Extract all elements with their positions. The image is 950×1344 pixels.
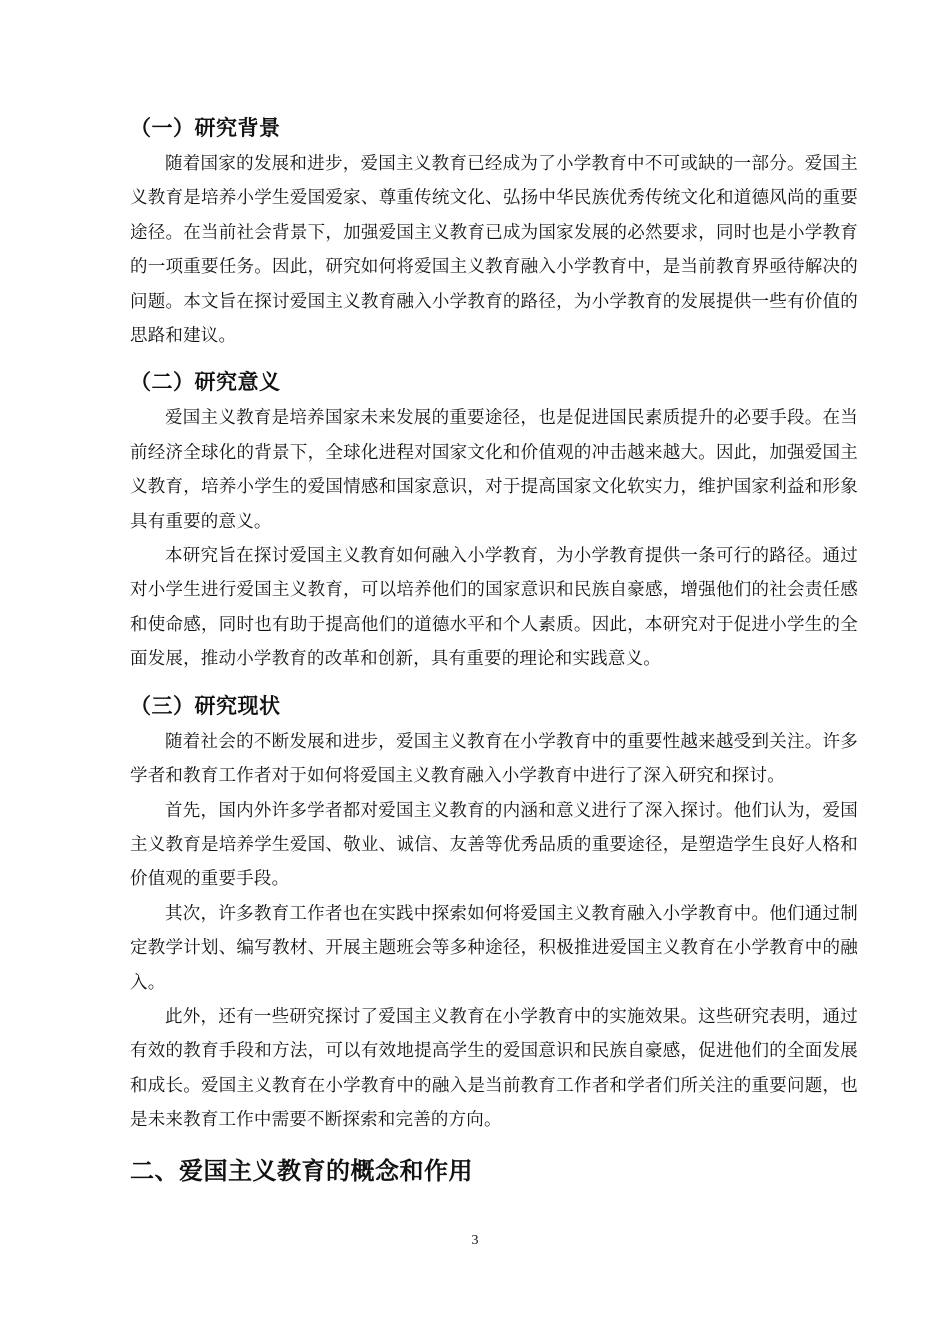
background-paragraph-1: 随着国家的发展和进步，爱国主义教育已经成为了小学教育中不可或缺的一部分。爱国主义教育是培养小学生爱国爱家、尊重传统文化、弘扬中华民族优秀传统文化和道德风尚的重要途径。在当前社会背景下，加强爱国主义教育已成为国家发展的必然要求，同时也是小学教育的一项重要任务。因此，研究如何将爱国主义教育融入小学教育中，是当前教育界亟待解决的问题。本文旨在探讨爱国主义教育融入小学教育的路径，为小学教育的发展提供一些有价值的思路和建议。 (130, 154, 858, 347)
status-paragraph-1: 随着社会的不断发展和进步，爱国主义教育在小学教育中的重要性越来越受到关注。许多学者和教育工作者对于如何将爱国主义教育融入小学教育中进行了深入研究和探讨。 (130, 731, 858, 787)
section-heading-status: （三）研究现状 (130, 693, 281, 718)
page-content (130, 111, 858, 1190)
section-heading-significance: （二）研究意义 (130, 370, 281, 395)
page-number: 3 (471, 1233, 479, 1248)
status-paragraph-3: 其次，许多教育工作者也在实践中探索如何将爱国主义教育融入小学教育中。他们通过制定教学计划、编写教材、开展主题班会等多种途径，积极推进爱国主义教育在小学教育中的融入。 (130, 903, 858, 993)
section-heading-background: （一）研究背景 (130, 116, 281, 140)
chapter-heading: 二、爱国主义教育的概念和作用 (130, 1156, 473, 1185)
status-paragraph-4: 此外，还有一些研究探讨了爱国主义教育在小学教育中的实施效果。这些研究表明，通过有效的教育手段和方法，可以有效地提高学生的爱国意识和民族自豪感，促进他们的全面发展和成长。爱国主义教育在小学教育中的融入是当前教育工作者和学者们所关注的重要问题，也是未来教育工作中需要不断探索和完善的方向。 (130, 1006, 858, 1131)
status-paragraph-2: 首先，国内外许多学者都对爱国主义教育的内涵和意义进行了深入探讨。他们认为，爱国主义教育是培养学生爱国、敬业、诚信、友善等优秀品质的重要途径，是塑造学生良好人格和价值观的重要手段。 (130, 800, 858, 890)
significance-paragraph-2: 本研究旨在探讨爱国主义教育如何融入小学教育，为小学教育提供一条可行的路径。通过对小学生进行爱国主义教育，可以培养他们的国家意识和民族自豪感，增强他们的社会责任感和使命感，同时也有助于提高他们的道德水平和个人素质。因此，本研究对于促进小学生的全面发展，推动小学教育的改革和创新，具有重要的理论和实践意义。 (130, 546, 858, 670)
significance-paragraph-1: 爱国主义教育是培养国家未来发展的重要途径，也是促进国民素质提升的必要手段。在当前经济全球化的背景下，全球化进程对国家文化和价值观的冲击越来越大。因此，加强爱国主义教育，培养小学生的爱国情感和国家意识，对于提高国家文化软实力，维护国家利益和形象具有重要的意义。 (130, 408, 858, 532)
